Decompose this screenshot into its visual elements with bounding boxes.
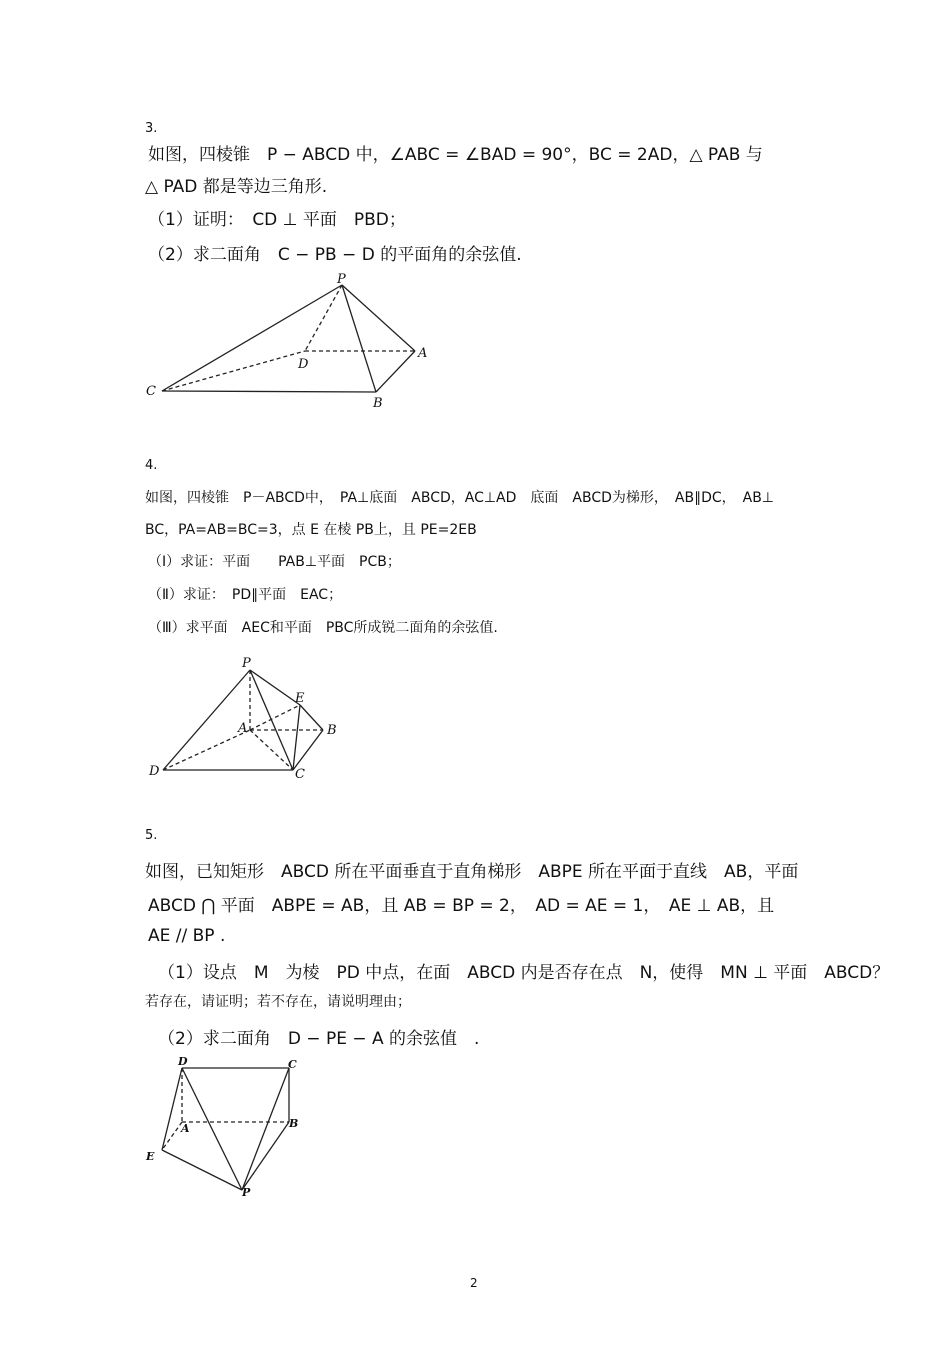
problem-5-question-1: （1）设点 M 为棱 PD 中点，在面 ABCD 内是否存在点 N，使得 MN ⊥ 平面 ABCD？ [158, 963, 890, 983]
problem-4-statement-line-1: 如图，四棱锥 P－ABCD中， PA⊥底面 ABCD，AC⊥AD 底面 ABCD为梯形， AB∥DC， AB⊥ [145, 490, 775, 506]
fig5-label-D: D [178, 1055, 188, 1068]
problem-5-question-1-continued: 若存在，请证明；若不存在，请说明理由； [145, 994, 411, 1010]
fig5-label-E: E [146, 1150, 155, 1163]
problem-3-question-1: （1）证明： CD ⊥ 平面 PBD； [148, 210, 406, 230]
problem-5-statement-line-1: 如图，已知矩形 ABCD 所在平面垂直于直角梯形 ABPE 所在平面于直线 AB，平面 [145, 862, 799, 882]
fig4-label-B: B [327, 723, 337, 738]
problem-5-statement-line-3: AE // BP . [148, 926, 226, 946]
problem-5-figure [140, 1050, 340, 1209]
fig4-label-C: C [295, 767, 305, 782]
fig4-label-E: E [295, 691, 305, 706]
problem-3-figure [140, 270, 450, 419]
fig3-label-A: A [418, 346, 428, 361]
problem-4-question-1: （Ⅰ）求证：平面 PAB⊥平面 PCB； [148, 554, 401, 570]
problem-3-question-2: （2）求二面角 C − PB − D 的平面角的余弦值. [148, 245, 522, 265]
fig5-label-A: A [181, 1122, 190, 1135]
fig4-label-P: P [242, 656, 251, 671]
problem-5-statement-line-2: ABCD ⋂ 平面 ABPE = AB，且 AB = BP = 2， AD = AE = 1， AE ⊥ AB，且 [148, 896, 775, 916]
problem-5-question-2: （2）求二面角 D − PE − A 的余弦值 . [158, 1029, 480, 1049]
fig3-label-P: P [337, 272, 346, 287]
problem-3-statement-line-1: 如图，四棱锥 P − ABCD 中，∠ABC = ∠BAD = 90°，BC = 2AD，△ PAB 与 [148, 145, 763, 165]
fig5-label-P: P [242, 1186, 251, 1199]
fig3-label-D: D [298, 357, 309, 372]
fig3-label-C: C [146, 384, 156, 399]
problem-4-number: 4. [145, 458, 158, 473]
problem-3-number: 3. [145, 121, 158, 136]
problem-4-question-2: （Ⅱ）求证： PD∥平面 EAC； [148, 587, 343, 603]
fig5-label-B: B [289, 1117, 299, 1130]
problem-4-figure [145, 650, 350, 789]
fig4-label-A: A [238, 721, 248, 736]
fig5-label-C: C [288, 1058, 297, 1071]
problem-3-statement-line-2: △ PAD 都是等边三角形. [145, 177, 328, 197]
fig3-label-B: B [373, 396, 383, 411]
page-number: 2 [470, 1276, 478, 1290]
problem-4-statement-line-2: BC，PA=AB=BC=3，点 E 在棱 PB上，且 PE=2EB [145, 522, 477, 538]
problem-4-question-3: （Ⅲ）求平面 AEC和平面 PBC所成锐二面角的余弦值. [148, 620, 498, 636]
fig4-label-D: D [149, 764, 160, 779]
problem-5-number: 5. [145, 828, 158, 843]
